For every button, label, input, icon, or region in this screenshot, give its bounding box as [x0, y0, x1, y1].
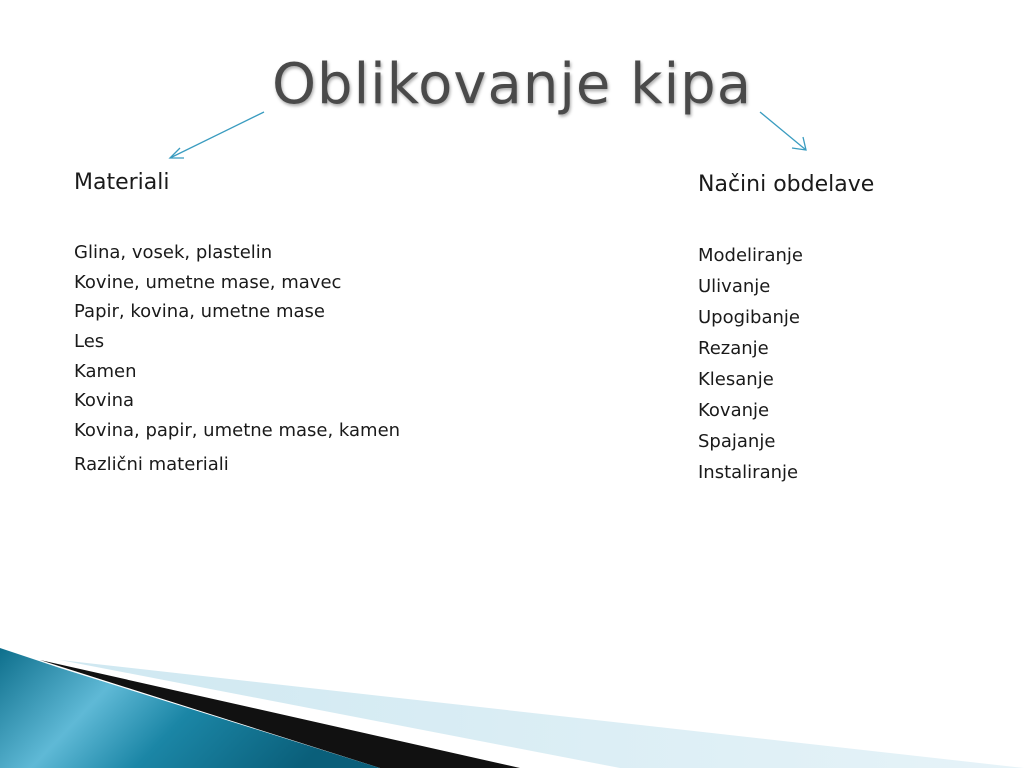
list-item: Glina, vosek, plastelin	[74, 242, 273, 263]
list-item: Spajanje	[698, 431, 776, 452]
list-item: Les	[74, 331, 105, 353]
list-item: Kovina, papir, umetne mase, kamen	[74, 420, 401, 442]
list-item: Kovanje	[698, 400, 770, 421]
list-item: Upogibanje	[698, 307, 800, 328]
list-item: Papir, kovina, umetne mase	[74, 301, 325, 323]
list-item: Kovina	[74, 390, 135, 412]
list-item: Modeliranje	[698, 245, 803, 266]
list-item: Kamen	[74, 360, 137, 382]
list-item: Klesanje	[698, 369, 774, 390]
materials-column	[74, 170, 594, 480]
methods-list	[698, 240, 998, 488]
materials-list	[74, 238, 594, 480]
arrow-left-icon	[170, 112, 264, 158]
methods-heading: Načini obdelave	[698, 172, 875, 197]
list-item: Instaliranje	[698, 462, 799, 483]
methods-column	[698, 172, 998, 488]
list-item: Različni materiali	[74, 453, 229, 475]
arrow-right-icon	[760, 112, 806, 150]
materials-heading: Materiali	[74, 170, 170, 195]
list-item: Ulivanje	[698, 276, 771, 297]
list-item: Kovine, umetne mase, mavec	[74, 271, 342, 293]
slide-title: Oblikovanje kipa	[271, 52, 753, 117]
list-item: Rezanje	[698, 338, 769, 359]
